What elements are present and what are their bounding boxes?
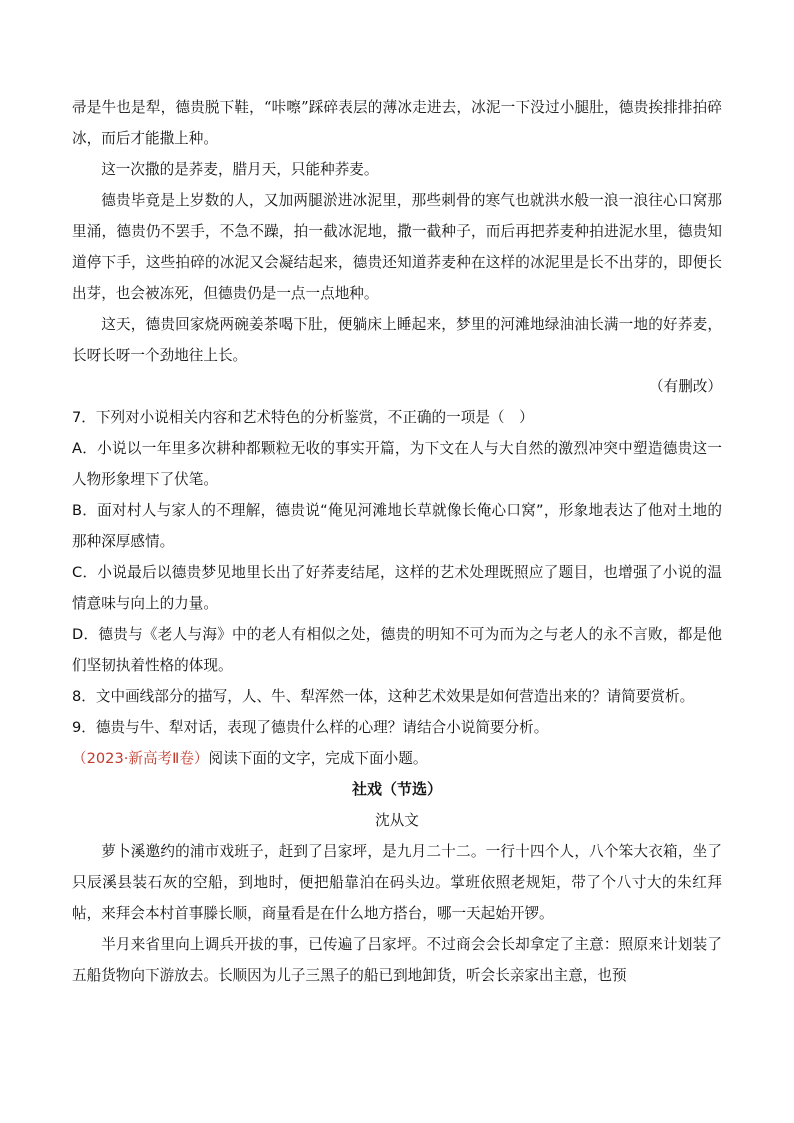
edit-note: （有删改） — [649, 378, 722, 395]
document-content — [72, 92, 722, 991]
passage1-paragraph-1: 帚是牛也是犁，德贵脱下鞋，“咔嚓”踩碎表层的薄冰走进去，冰泥一下没过小腿肚，德贵挨排排拍碎冰，而后才能撒上种。 — [72, 99, 722, 147]
passage2-instruction-line — [72, 743, 722, 774]
passage1-paragraph-3: 德贵毕竟是上岁数的人，又加两腿淤进冰泥里，那些刺骨的寒气也就洪水般一浪一浪往心口窝那里涌，德贵仍不罢手，不急不躁，拍一截冰泥地，撒一截种子，而后再把荞麦种拍进泥水里，德贵知道停下手，这些拍碎的冰泥又会凝结起来，德贵还知道荞麦种在这样的冰泥里是长不出芽的，即便长出芽，也会被冻死，但德贵仍是一点一点地种。 — [72, 192, 722, 302]
passage1-paragraph-2: 这一次撒的是荞麦，腊月天，只能种荞麦。 — [101, 161, 379, 178]
passage2-paragraph-2: 半月来省里向上调兵开拔的事，已传遍了吕家坪。不过商会会长却拿定了主意：照原来计划装了五船货物向下游放去。长顺因为儿子三黑子的船已到地卸货，听会长亲家出主意，也预 — [72, 936, 722, 984]
question-7-option-b: B．面对村人与家人的不理解，德贵说“俺见河滩地长草就像长俺心口窝”，形象地表达了他对土地的那种深厚感情。 — [72, 502, 722, 550]
passage2-paragraph-1: 萝卜溪邀约的浦市戏班子，赶到了吕家坪，是九月二十二。一行十四个人，八个笨大衣箱，坐了只辰溪县装石灰的空船，到地时，便把船靠泊在码头边。掌班依照老规矩，带了个八寸大的朱红拜帖，来拜会本村首事滕长顺，商量看是在什么地方搭台，哪一天起始开锣。 — [72, 843, 722, 922]
passage2-instruction: 阅读下面的文字，完成下面小题。 — [208, 750, 428, 767]
passage2-title: 社戏（节选） — [351, 780, 442, 798]
question-7-option-a: A．小说以一年里多次耕种都颗粒无收的事实开篇，为下文在人与大自然的激烈冲突中塑造德贵这一人物形象埋下了伏笔。 — [72, 440, 722, 488]
question-7: 7．下列对小说相关内容和艺术特色的分析鉴赏，不正确的一项是（ ） — [72, 409, 534, 426]
passage2-author: 沈从文 — [375, 812, 419, 829]
question-7-option-d: D．德贵与《老人与海》中的老人有相似之处，德贵的明知不可为而为之与老人的永不言败，都是他们坚韧执着性格的体现。 — [72, 626, 722, 674]
question-8: 8．文中画线部分的描写，人、牛、犁浑然一体，这种艺术效果是如何营造出来的？请简要赏析。 — [72, 688, 695, 705]
passage1-paragraph-4: 这天，德贵回家烧两碗姜茶喝下肚，便躺床上睡起来，梦里的河滩地绿油油长满一地的好荞麦，长呀长呀一个劲地往上长。 — [72, 316, 722, 364]
question-9: 9．德贵与牛、犁对话，表现了德贵什么样的心理？请结合小说简要分析。 — [72, 719, 549, 736]
exam-source-tag: （2023·新高考Ⅱ卷） — [72, 750, 209, 767]
question-7-option-c: C．小说最后以德贵梦见地里长出了好荞麦结尾，这样的艺术处理既照应了题目，也增强了小说的温情意味与向上的力量。 — [72, 564, 722, 612]
